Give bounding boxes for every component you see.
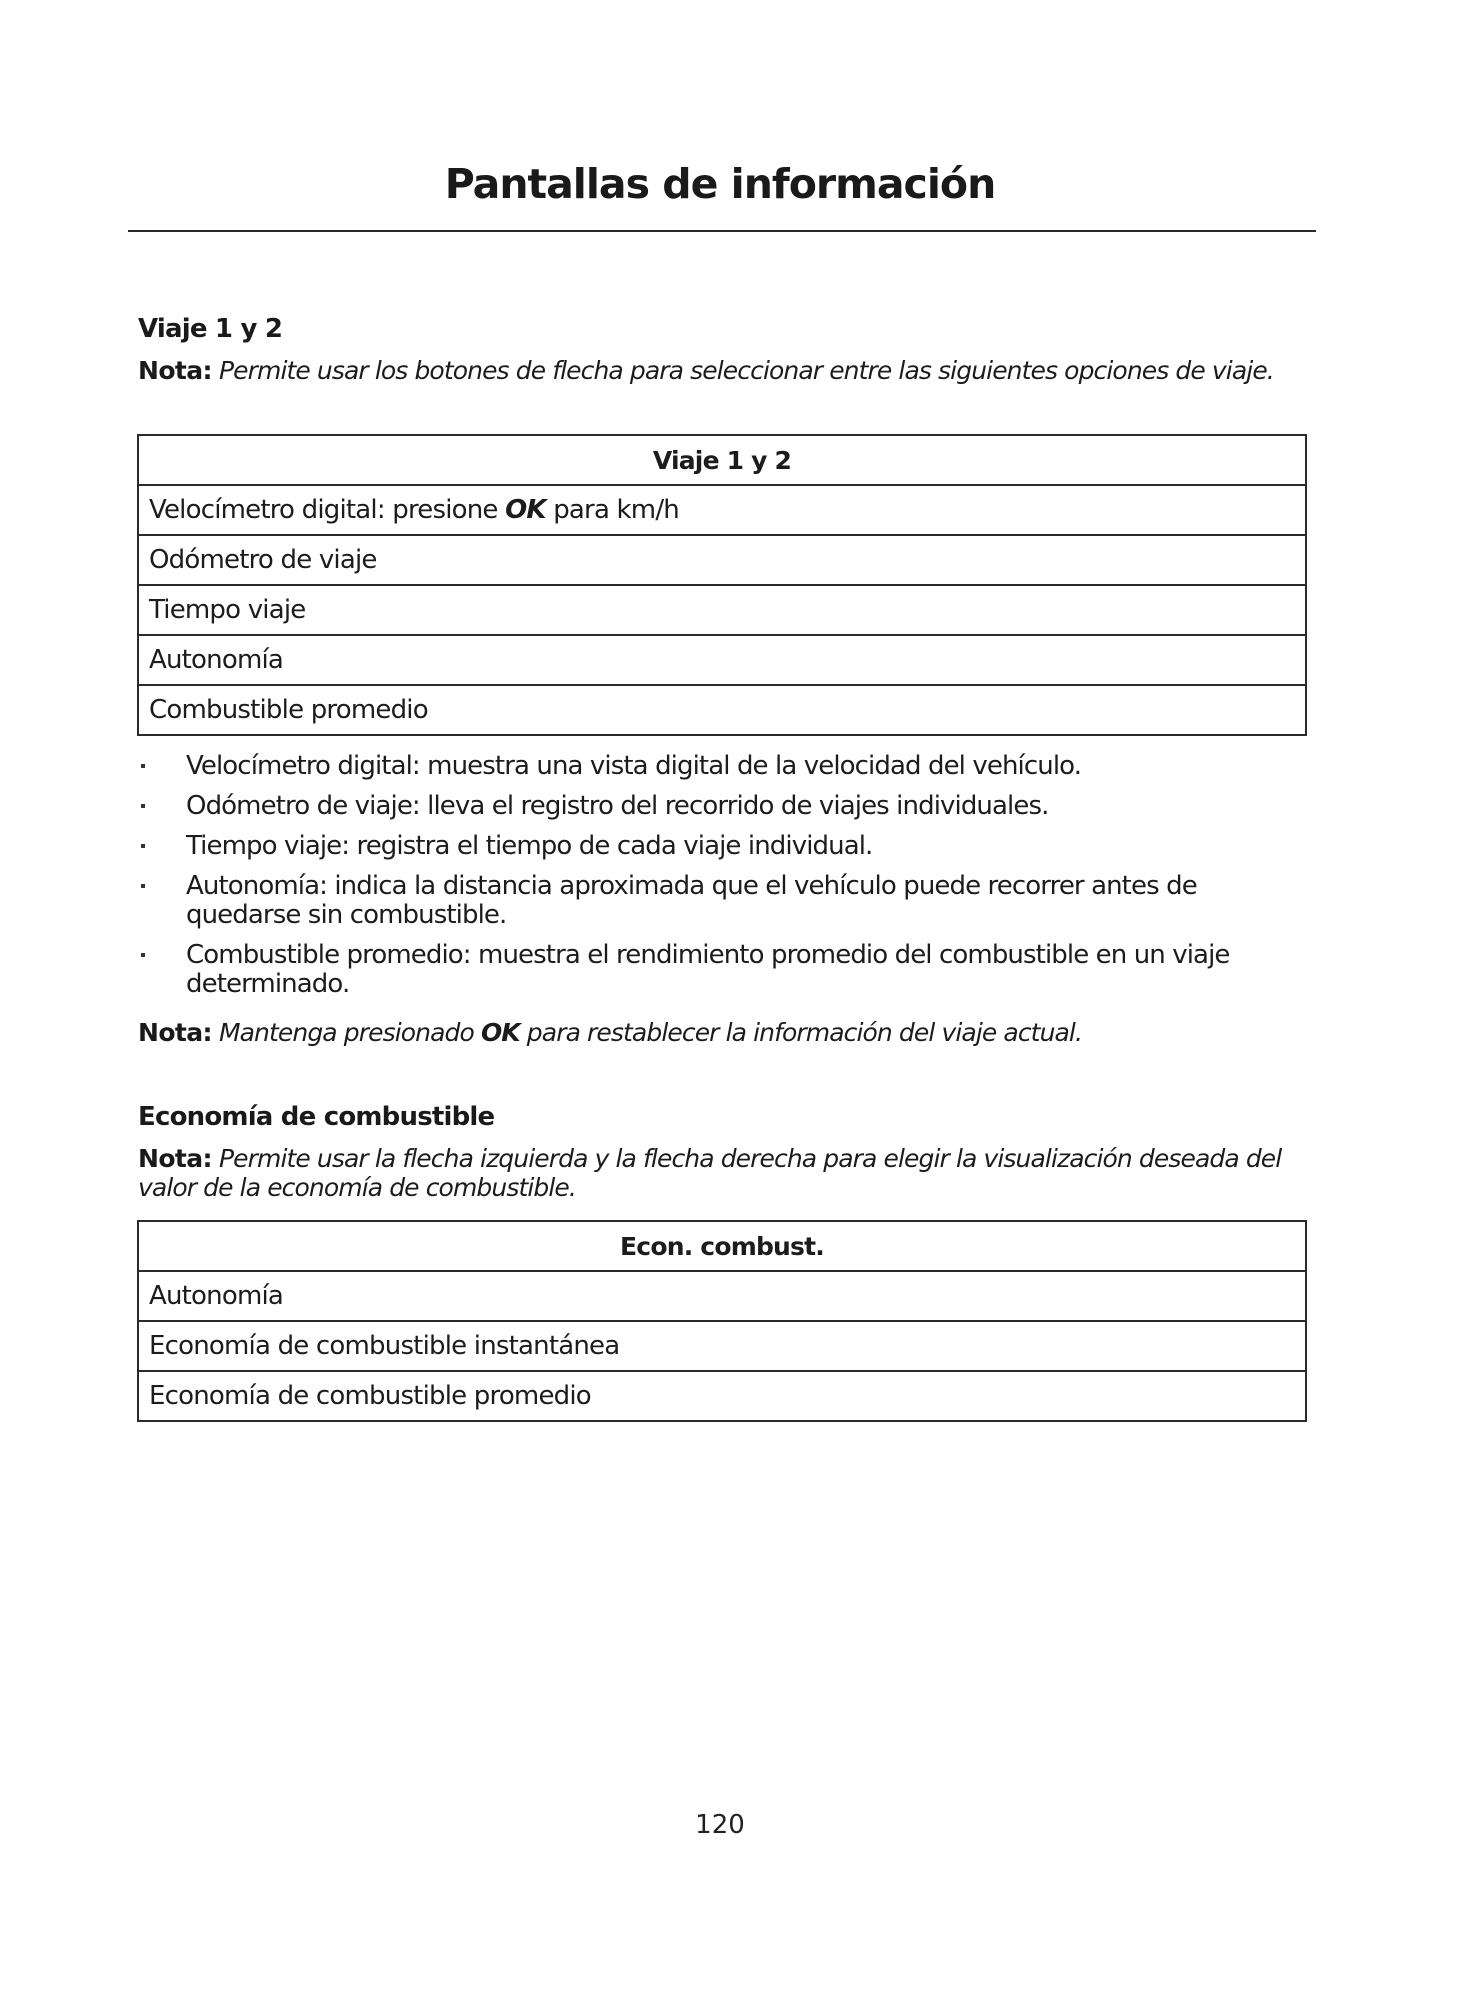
title-divider [128,230,1316,232]
note-trip-options [138,356,1318,385]
page-number: 120 [695,1810,745,1840]
note-label: Nota: [138,1018,212,1047]
table-header: Econ. combust. [138,1221,1306,1271]
fuel-economy-table [137,1220,1307,1422]
note-text: Mantenga presionado [211,1018,481,1047]
table-row: Autonomía [138,1271,1306,1321]
ok-key: OK [480,1018,520,1047]
list-item-text: Combustible promedio: muestra el rendimiento promedio del combustible en un viaje determinado. [186,940,1230,999]
note-label: Nota: [138,1144,212,1173]
page-title: Pantallas de información [444,160,996,208]
list-item [138,941,1318,999]
row-text: para km/h [545,495,679,525]
table-row: Combustible promedio [138,685,1306,735]
note-reset-trip [138,1018,1318,1047]
list-item [138,752,1318,781]
ok-key: OK [505,495,546,525]
trip-options-list [138,752,1318,1010]
list-item [138,872,1318,930]
list-item-text: Velocímetro digital: muestra una vista digital de la velocidad del vehículo. [186,751,1082,781]
bullet-icon [141,844,145,848]
table-row: Autonomía [138,635,1306,685]
note-label: Nota: [138,356,212,385]
note-text: para restablecer la información del viaje actual. [519,1018,1083,1047]
table-row: Tiempo viaje [138,585,1306,635]
section-heading-viaje: Viaje 1 y 2 [138,314,283,344]
row-text: Velocímetro digital: presione [149,495,506,525]
list-item [138,832,1318,861]
list-item [138,792,1318,821]
bullet-icon [141,804,145,808]
table-row [138,485,1306,535]
bullet-icon [141,884,145,888]
bullet-icon [141,764,145,768]
list-item-text: Autonomía: indica la distancia aproximada que el vehículo puede recorrer antes de quedarse sin combustible. [186,871,1197,930]
section-heading-economia: Economía de combustible [138,1102,495,1132]
table-header: Viaje 1 y 2 [138,435,1306,485]
table-row: Economía de combustible instantánea [138,1321,1306,1371]
trip-options-table [137,434,1307,736]
note-text: Permite usar la flecha izquierda y la flecha derecha para elegir la visualización deseada del valor de la economía de combustible. [138,1144,1282,1202]
bullet-icon [141,953,145,957]
note-fuel-economy [138,1144,1318,1202]
table-row: Odómetro de viaje [138,535,1306,585]
list-item-text: Odómetro de viaje: lleva el registro del recorrido de viajes individuales. [186,791,1049,821]
list-item-text: Tiempo viaje: registra el tiempo de cada viaje individual. [186,831,873,861]
table-row: Economía de combustible promedio [138,1371,1306,1421]
note-text: Permite usar los botones de flecha para seleccionar entre las siguientes opciones de viaje. [211,356,1274,385]
